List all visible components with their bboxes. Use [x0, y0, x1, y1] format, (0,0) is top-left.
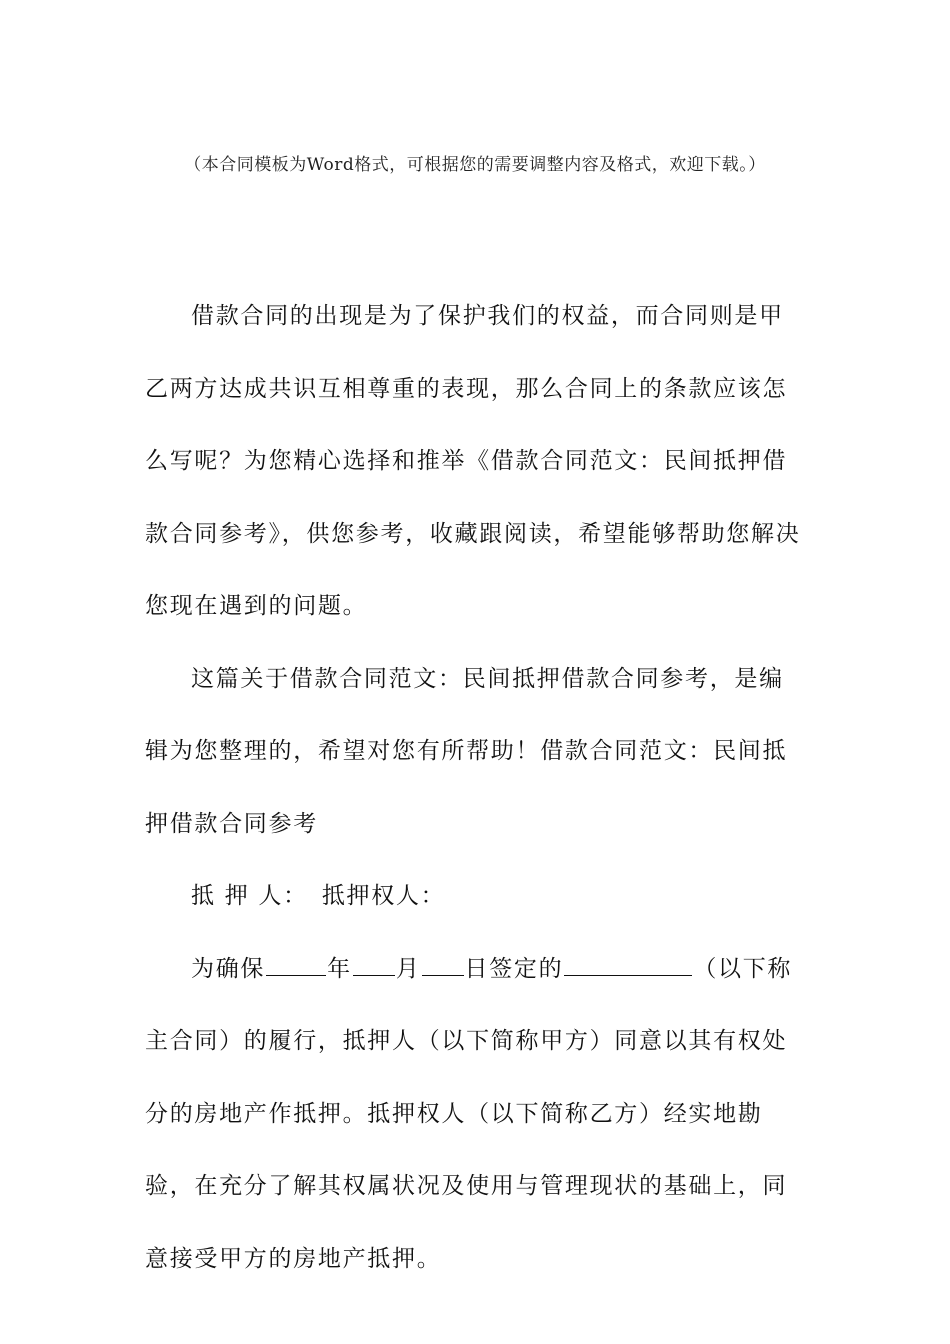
contract-body	[145, 280, 805, 1295]
year-text: 年	[327, 955, 352, 982]
parties-line	[145, 860, 805, 933]
guarantee-intro-text: 为确保	[191, 955, 266, 982]
template-note: （本合同模板为Word格式，可根据您的需要调整内容及格式，欢迎下载。）	[184, 155, 766, 175]
intro-paragraph: 借款合同的出现是为了保护我们的权益，而合同则是甲乙两方达成共识互相尊重的表现，那么合同上的条款应该怎么写呢？为您精心选择和推举《借款合同范文：民间抵押借款合同参考》，供您参考，收藏跟阅读，希望能够帮助您解决您现在遇到的问题。	[145, 303, 801, 619]
day-signed-text: 日签定的	[464, 955, 564, 982]
guarantee-body-text: （以下称主合同）的履行，抵押人（以下简称甲方）同意以其有权处分的房地产作抵押。抵押权人（以下简称乙方）经实地勘验，在充分了解其权属状况及使用与管理现状的基础上，同意接受甲方的房地产抵押。	[145, 955, 793, 1272]
editor-note-paragraph: 这篇关于借款合同范文：民间抵押借款合同参考，是编辑为您整理的，希望对您有所帮助！借款合同范文：民间抵押借款合同参考	[145, 665, 788, 837]
month-blank	[353, 955, 395, 976]
mortgagee-label: 抵押权人：	[321, 883, 446, 909]
month-text: 月	[395, 955, 421, 982]
mortgagor-label: 抵 押 人：	[191, 883, 308, 909]
guarantee-paragraph	[145, 933, 805, 1296]
contract-name-blank	[564, 955, 692, 976]
day-blank	[422, 955, 464, 976]
year-blank	[266, 955, 326, 976]
